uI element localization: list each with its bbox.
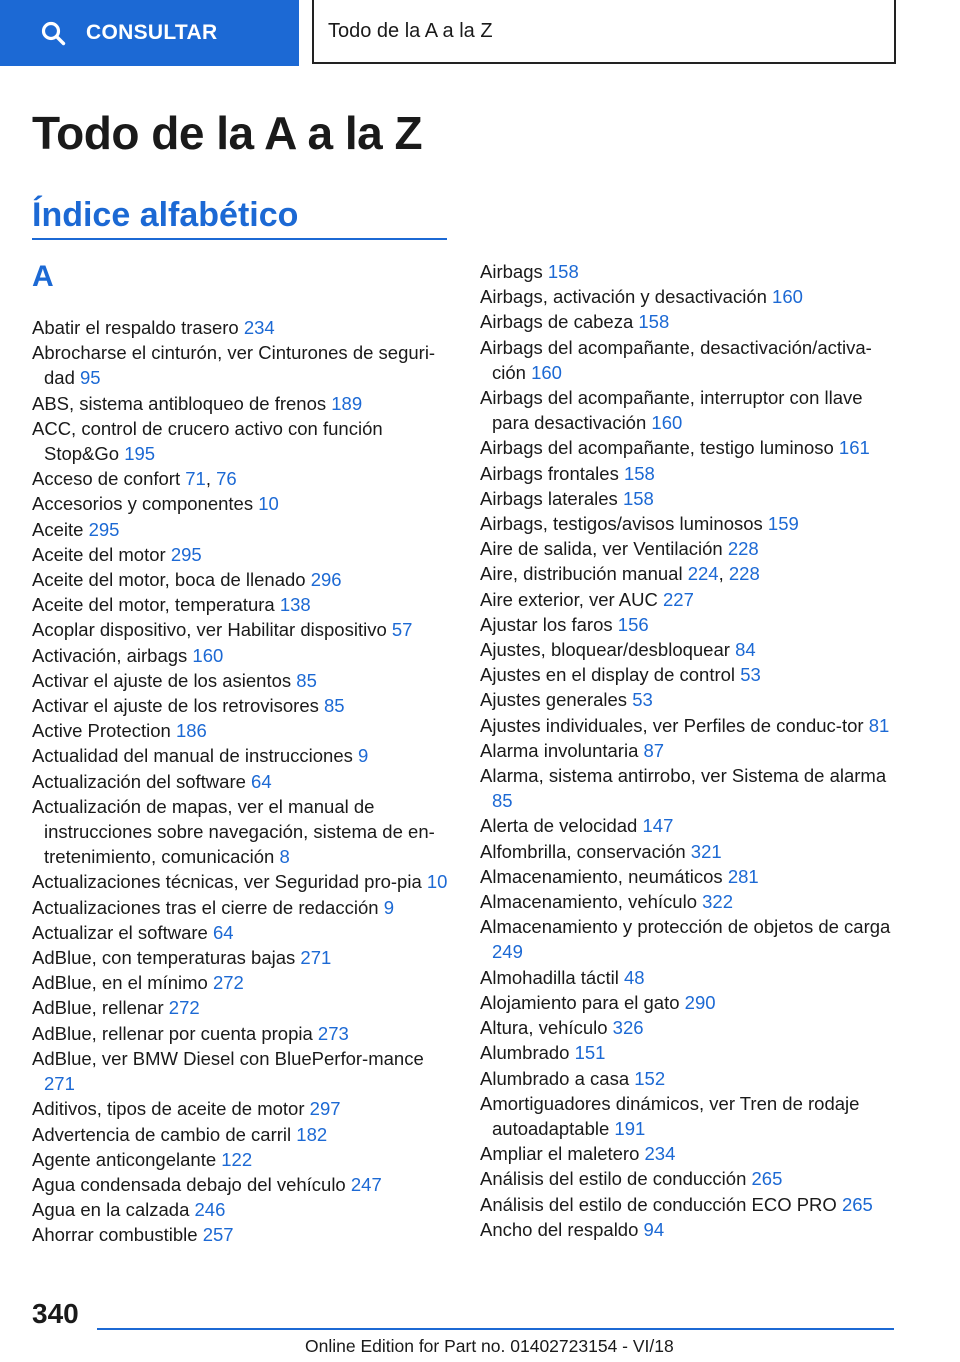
page-link[interactable]: 265 xyxy=(751,1168,783,1190)
page-link[interactable]: 265 xyxy=(841,1193,873,1215)
page-link[interactable]: 48 xyxy=(623,966,645,988)
page-title: Todo de la A a la Z xyxy=(32,107,423,159)
page-link[interactable]: 84 xyxy=(735,639,756,661)
index-entry: Aire, distribución manual 224, 228 xyxy=(480,563,760,585)
page-link[interactable]: 296 xyxy=(310,569,342,591)
index-entry-text: Acceso de confort xyxy=(32,468,181,490)
index-entry-text: Actualidad del manual de instrucciones xyxy=(32,745,353,767)
index-entry xyxy=(480,965,895,990)
index-entry-text: Airbags, testigos/avisos luminosos xyxy=(480,513,763,535)
index-entry-text: Actualizaciones tras el cierre de redacción xyxy=(32,896,379,918)
index-entry-text: Ajustar los faros xyxy=(480,613,613,635)
index-entry-text: Almacenamiento, neumáticos xyxy=(480,865,723,887)
index-entry xyxy=(480,385,895,435)
index-entry xyxy=(32,945,452,970)
index-entry-text: Agua condensada debajo del vehículo xyxy=(32,1173,346,1195)
index-entry-text: Ajustes, bloquear/desbloquear xyxy=(480,639,730,661)
page-link[interactable]: 182 xyxy=(296,1123,328,1145)
index-entry-text: Altura, vehículo xyxy=(480,1017,608,1039)
page-link[interactable]: 9 xyxy=(383,896,394,918)
index-entry-text: Almohadilla táctil xyxy=(480,966,619,988)
page-link[interactable]: 138 xyxy=(279,594,311,616)
index-entry-text: Aceite del motor, boca de llenado xyxy=(32,569,306,591)
page-link[interactable]: 151 xyxy=(574,1042,606,1064)
index-letter-heading: A xyxy=(32,260,54,293)
index-entry xyxy=(480,687,895,712)
page-link[interactable]: 122 xyxy=(221,1148,253,1170)
index-entry xyxy=(480,813,895,838)
index-entry xyxy=(480,612,895,637)
section-title: Índice alfabético xyxy=(32,196,299,234)
page-link[interactable]: 158 xyxy=(622,487,654,509)
index-entry xyxy=(32,1222,452,1247)
page-link[interactable]: 249 xyxy=(492,941,523,963)
index-entry xyxy=(32,794,452,870)
index-entry xyxy=(32,668,452,693)
page-link[interactable]: 9 xyxy=(358,745,369,767)
index-entry xyxy=(480,990,895,1015)
index-entry-text: Ancho del respaldo xyxy=(480,1218,639,1240)
page-link[interactable]: 158 xyxy=(638,311,670,333)
breadcrumb[interactable] xyxy=(312,0,896,64)
index-entry xyxy=(480,511,895,536)
index-entry-text: AdBlue, ver BMW Diesel con BluePerfor-mance xyxy=(32,1047,424,1069)
index-entry xyxy=(32,1172,452,1197)
index-entry-text: Aceite xyxy=(32,518,84,540)
index-entry-text: Ampliar el maletero xyxy=(480,1143,640,1165)
index-entry-text: Ajustes individuales, ver Perfiles de conduc-tor xyxy=(480,714,864,736)
index-entry xyxy=(32,542,452,567)
index-entry-text: AdBlue, rellenar por cuenta propia xyxy=(32,1022,313,1044)
page-link[interactable]: 186 xyxy=(175,720,207,742)
index-entry-text: Ajustes generales xyxy=(480,689,628,711)
page-link[interactable]: 326 xyxy=(612,1017,644,1039)
page-link[interactable]: 85 xyxy=(324,695,345,717)
index-entry-text: Airbags frontales xyxy=(480,462,619,484)
page-link[interactable]: 160 xyxy=(192,644,224,666)
page-link[interactable]: 228 xyxy=(728,563,760,585)
index-entry-text: Aditivos, tipos de aceite de motor xyxy=(32,1098,305,1120)
index-entry xyxy=(480,536,895,561)
index-entry-text: Alfombrilla, conservación xyxy=(480,840,686,862)
page-link[interactable]: 53 xyxy=(632,689,653,711)
index-entry xyxy=(32,643,452,668)
index-entry xyxy=(32,567,452,592)
page-link[interactable]: 158 xyxy=(547,261,579,282)
index-entry-text: Alerta de velocidad xyxy=(480,815,638,837)
page-link[interactable]: 295 xyxy=(170,543,202,565)
index-entry xyxy=(32,1021,452,1046)
index-entry xyxy=(32,895,452,920)
index-entry-text: Actualizaciones técnicas, ver Seguridad pro-pia xyxy=(32,871,422,893)
page-link[interactable]: 76 xyxy=(216,468,237,490)
index-entry-text: Actualización de mapas, ver el manual de instrucciones sobre navegación, sistema de en-tretenimiento, comunicación xyxy=(32,795,435,868)
page-link[interactable]: 321 xyxy=(690,840,722,862)
page-link[interactable]: 272 xyxy=(168,997,200,1019)
index-entry xyxy=(480,1192,895,1217)
index-entry-text: Ajustes en el display de control xyxy=(480,664,736,686)
index-entry xyxy=(480,914,895,964)
page-link[interactable]: 160 xyxy=(772,286,803,308)
index-entry-text: Advertencia de cambio de carril xyxy=(32,1123,292,1145)
page-link[interactable]: 295 xyxy=(88,518,120,540)
index-entry-text: Abatir el respaldo trasero xyxy=(32,317,239,338)
index-entry xyxy=(32,391,452,416)
breadcrumb-label: Todo de la A a la Z xyxy=(328,19,493,42)
page-link[interactable]: 8 xyxy=(279,846,290,868)
index-entry-text: Activar el ajuste de los retrovisores xyxy=(32,695,319,717)
index-entry-text: AdBlue, en el mínimo xyxy=(32,972,208,994)
page-number: 340 xyxy=(32,1298,79,1329)
index-entry-text: Active Protection xyxy=(32,720,171,742)
page-link[interactable]: 234 xyxy=(243,317,275,338)
index-entry-text: Aceite del motor, temperatura xyxy=(32,594,275,616)
index-entry xyxy=(480,284,895,309)
index-entry xyxy=(32,970,452,995)
page-link[interactable]: 57 xyxy=(391,619,413,641)
index-entry xyxy=(32,491,452,516)
page-link[interactable]: 10 xyxy=(426,871,448,893)
index-entry-text: Alarma, sistema antirrobo, ver Sistema de alarma xyxy=(480,765,887,787)
consult-button[interactable] xyxy=(0,0,299,66)
index-entry xyxy=(480,259,895,284)
index-entry-text: Ahorrar combustible xyxy=(32,1224,198,1246)
index-entry-text: Análisis del estilo de conducción xyxy=(480,1168,747,1190)
index-entry xyxy=(480,889,895,914)
page-link[interactable]: 234 xyxy=(644,1143,676,1165)
index-entry-text: Airbags de cabeza xyxy=(480,311,634,333)
index-entry-text: Aceite del motor xyxy=(32,543,166,565)
index-entry xyxy=(480,1141,895,1166)
index-entry xyxy=(32,315,452,340)
page-link[interactable]: 322 xyxy=(702,891,733,913)
page-link[interactable]: 152 xyxy=(634,1067,666,1089)
page-link[interactable]: 290 xyxy=(684,991,716,1013)
page-link[interactable]: 160 xyxy=(651,412,683,434)
index-entry xyxy=(480,435,895,460)
index-entry xyxy=(32,517,452,542)
index-entry xyxy=(480,662,895,687)
index-entry xyxy=(32,617,452,642)
page-link[interactable]: 246 xyxy=(194,1199,226,1221)
page-link[interactable]: 191 xyxy=(614,1117,646,1139)
index-entry xyxy=(480,1166,895,1191)
page-link[interactable]: 81 xyxy=(868,714,890,736)
page-link[interactable]: 87 xyxy=(643,739,665,761)
index-column-left xyxy=(32,315,452,1248)
page-link[interactable]: 156 xyxy=(617,613,649,635)
index-entry xyxy=(32,743,452,768)
page-link[interactable]: 85 xyxy=(296,669,317,691)
index-entry xyxy=(32,340,452,390)
page-link[interactable]: 228 xyxy=(727,538,759,560)
page-link[interactable]: 297 xyxy=(309,1098,341,1120)
page-link[interactable]: 189 xyxy=(331,392,363,414)
index-entry-text: Actualizar el software xyxy=(32,921,208,943)
index-entry xyxy=(480,738,895,763)
index-entry-text: ACC, control de crucero activo con función Stop&Go xyxy=(32,417,383,465)
index-entry-text: Airbags xyxy=(480,261,543,282)
index-entry-text: AdBlue, con temperaturas bajas xyxy=(32,947,296,969)
index-entry xyxy=(480,486,895,511)
index-entry-text: Alumbrado a casa xyxy=(480,1067,630,1089)
index-entry xyxy=(480,1217,895,1242)
index-entry-text: Abrocharse el cinturón, ver Cinturones de seguri-dad xyxy=(32,342,436,389)
index-entry-text: Agua en la calzada xyxy=(32,1199,190,1221)
index-entry-text: Almacenamiento y protección de objetos de carga xyxy=(480,916,891,938)
page-link[interactable]: 227 xyxy=(663,588,694,610)
index-entry xyxy=(32,1096,452,1121)
page-link[interactable]: 272 xyxy=(212,972,244,994)
index-entry-text: Airbags del acompañante, desactivación/activa-ción xyxy=(480,336,872,383)
index-entry xyxy=(32,1122,452,1147)
index-entry xyxy=(480,839,895,864)
index-entry-text: Acoplar dispositivo, ver Habilitar dispositivo xyxy=(32,619,387,641)
page-link[interactable]: 271 xyxy=(300,947,332,969)
index-entry xyxy=(480,309,895,334)
index-entry-text: Activación, airbags xyxy=(32,644,188,666)
index-entry xyxy=(32,1197,452,1222)
index-entry xyxy=(480,1066,895,1091)
page-link[interactable]: 147 xyxy=(642,815,674,837)
index-entry-text: Aire, distribución manual xyxy=(480,563,683,585)
page-link[interactable]: 247 xyxy=(350,1173,382,1195)
index-entry-text: Activar el ajuste de los asientos xyxy=(32,669,292,691)
page-link[interactable]: 161 xyxy=(838,437,870,459)
index-entry xyxy=(32,920,452,945)
page-link[interactable]: 158 xyxy=(623,462,655,484)
page-link[interactable]: 64 xyxy=(251,770,272,792)
page-link[interactable]: 10 xyxy=(258,493,279,515)
index-entry xyxy=(32,769,452,794)
index-entry xyxy=(32,869,452,894)
page-link[interactable]: 271 xyxy=(44,1073,75,1095)
index-column-right xyxy=(480,259,895,1242)
index-entry-text: Aire de salida, ver Ventilación xyxy=(480,538,723,560)
page-link[interactable]: 195 xyxy=(124,443,156,465)
index-entry xyxy=(32,416,452,466)
index-entry-text: Agente anticongelante xyxy=(32,1148,217,1170)
page-link[interactable]: 64 xyxy=(212,921,234,943)
page-link[interactable]: 257 xyxy=(202,1224,234,1246)
index-entry xyxy=(480,1015,895,1040)
index-entry xyxy=(32,995,452,1020)
index-entry: Acceso de confort 71, 76 xyxy=(32,468,237,490)
index-entry-text: Airbags del acompañante, testigo luminoso xyxy=(480,437,834,459)
index-entry-text: Alojamiento para el gato xyxy=(480,991,680,1013)
page-link[interactable]: 160 xyxy=(531,361,562,383)
index-entry xyxy=(32,592,452,617)
page-link[interactable]: 273 xyxy=(317,1022,349,1044)
index-entry xyxy=(480,587,895,612)
page-link[interactable]: 94 xyxy=(643,1218,665,1240)
index-entry-text: ABS, sistema antibloqueo de frenos xyxy=(32,392,327,414)
page-link[interactable]: 95 xyxy=(80,367,101,389)
index-entry-text: Airbags, activación y desactivación xyxy=(480,286,767,308)
index-entry-text: Airbags del acompañante, interruptor con llave para desactivación xyxy=(480,387,863,434)
index-entry-text: Alumbrado xyxy=(480,1042,570,1064)
index-entry-text: AdBlue, rellenar xyxy=(32,997,164,1019)
index-entry-text: Análisis del estilo de conducción ECO PRO xyxy=(480,1193,837,1215)
page-link[interactable]: 159 xyxy=(767,513,799,535)
index-entry xyxy=(480,713,895,738)
index-entry xyxy=(480,1040,895,1065)
index-entry-text: Actualización del software xyxy=(32,770,246,792)
page-link[interactable]: 224 xyxy=(687,563,719,585)
index-entry xyxy=(480,335,895,385)
index-entry-text: Airbags laterales xyxy=(480,487,618,509)
index-entry xyxy=(480,864,895,889)
index-entry xyxy=(32,718,452,743)
consult-label: CONSULTAR xyxy=(86,21,218,44)
index-entry xyxy=(480,461,895,486)
index-entry-text: Accesorios y componentes xyxy=(32,493,254,515)
index-entry-text: Alarma involuntaria xyxy=(480,739,639,761)
index-entry-text: Almacenamiento, vehículo xyxy=(480,891,697,913)
page-link[interactable]: 85 xyxy=(492,790,513,812)
footer-edition-text: Online Edition for Part no. 01402723154 - VI/18 xyxy=(305,1336,674,1356)
page-link[interactable]: 71 xyxy=(185,468,206,490)
index-entry xyxy=(480,637,895,662)
top-bar xyxy=(0,0,960,66)
index-entry xyxy=(480,1091,895,1141)
index-entry-text: Amortiguadores dinámicos, ver Tren de rodaje autoadaptable xyxy=(480,1092,860,1139)
page-link[interactable]: 281 xyxy=(727,865,759,887)
page-link[interactable]: 53 xyxy=(740,664,761,686)
index-entry xyxy=(32,693,452,718)
index-entry xyxy=(32,1147,452,1172)
index-entry xyxy=(32,1046,452,1096)
search-icon xyxy=(40,20,66,46)
index-entry xyxy=(480,763,895,813)
section-divider xyxy=(32,238,447,240)
footer-divider xyxy=(97,1328,894,1330)
index-entry-text: Aire exterior, ver AUC xyxy=(480,588,658,610)
